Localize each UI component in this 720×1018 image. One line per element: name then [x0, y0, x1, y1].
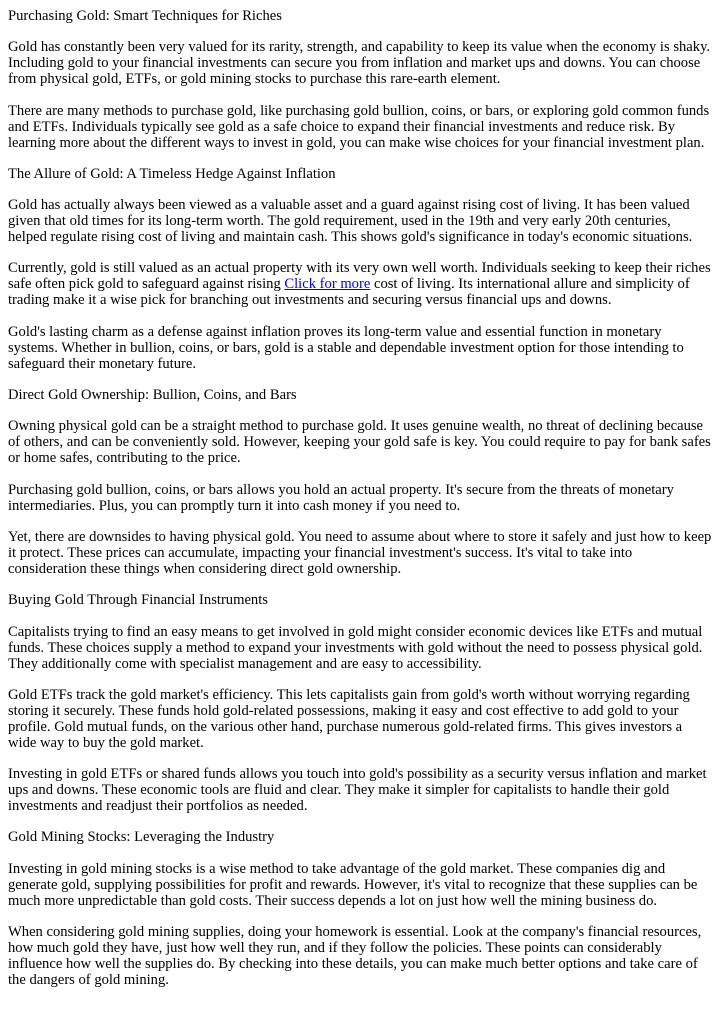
inflation-paragraph-1: Gold has actually always been viewed as a valuable asset and a guard against rising cost of living. It has been valued given that old times for its long-term worth. The gold requirement, used in the 19th and very early 20th centuries, helped regulate rising cost of living and maintain cash. This shows gold's significance in today's economic situations.: [8, 197, 693, 246]
ownership-paragraph-3: Yet, there are downsides to having physical gold. You need to assume about where to store it safely and just how to keep it protect. These prices can accumulate, impacting your financial investment's success. It's vital to take into consideration these things when considering direct gold ownership.: [8, 528, 712, 577]
inflation-paragraph-2-text-a: Currently, gold is still valued as an actual property with its very own well worth. Individuals seeking to keep their riches safe often pick gold to safeguard against rising: [8, 260, 711, 293]
instruments-paragraph-2: Gold ETFs track the gold market's efficiency. This lets capitalists gain from gold's worth without worrying regarding storing it securely. These funds hold gold-related possessions, making it easy and cost effective to add gold to your profile. Gold mutual funds, on the various other hand, purchase numerous gold-related firms. This gives investors a wide way to buy the gold market.: [8, 686, 690, 751]
mining-paragraph-1: Investing in gold mining stocks is a wise method to take advantage of the gold market. These companies dig and generate gold, supplying possibilities for profit and rewards. However, it's vital to recognize that these supplies can be much more unpredictable than gold costs. Their success depends a lot on just how well the mining business do.: [8, 860, 698, 909]
mining-paragraph-2: When considering gold mining supplies, doing your homework is essential. Look at the company's financial resources, how much gold they have, just how well they run, and if they follow the policies. These points can considerably influence how well the supplies do. By checking into these details, you can make much better options and take care of the dangers of gold mining.: [8, 924, 702, 989]
click-for-more-link[interactable]: Click for more: [284, 276, 371, 293]
inflation-paragraph-3: Gold's lasting charm as a defense against inflation proves its long-term value and essential function in monetary systems. Whether in bullion, coins, or bars, gold is a stable and dependable investment option for those intending to safeguard their monetary future.: [8, 323, 684, 372]
intro-paragraph-2: There are many methods to purchase gold, like purchasing gold bullion, coins, or bars, or exploring gold common funds and ETFs. Individuals typically see gold as a safe choice to expand their financial investments and reduce risk. By learning more about the different ways to invest in gold, you can make wise choices for your financial investment plan.: [8, 102, 710, 151]
intro-paragraph-1: Gold has constantly been very valued for its rarity, strength, and capability to keep its value when the economy is shaky. Including gold to your financial investments can secure you from inflation and market ups and downs. You can choose from physical gold, ETFs, or gold mining stocks to purchase this rare-earth element.: [8, 39, 711, 88]
section-heading-mining-stocks: Gold Mining Stocks: Leveraging the Industry: [8, 829, 275, 846]
section-heading-inflation-hedge: The Allure of Gold: A Timeless Hedge Against Inflation: [8, 165, 336, 182]
section-heading-financial-instruments: Buying Gold Through Financial Instruments: [8, 592, 268, 609]
instruments-paragraph-1: Capitalists trying to find an easy means to get involved in gold might consider economic devices like ETFs and mutual funds. These choices supply a method to expand your investments with gold without the need to possess physical gold. They additionally come with specialist management and are easy to accessibility.: [8, 623, 703, 672]
inflation-paragraph-2-text-b: cost of living. Its international allure and simplicity of trading make it a wise pick for branching out investments and securing versus financial ups and downs.: [8, 276, 690, 309]
instruments-paragraph-3: Investing in gold ETFs or shared funds allows you touch into gold's possibility as a security versus inflation and market ups and downs. These economic tools are fluid and clear. They make it simpler for capitalists to handle their gold investments and readjust their portfolios as needed.: [8, 766, 707, 815]
ownership-paragraph-1: Owning physical gold can be a straight method to purchase gold. It uses genuine wealth, no threat of declining because of others, and can be conveniently sold. However, keeping your gold safe is key. You could require to pay for bank safes or home safes, contributing to the price.: [8, 418, 711, 467]
ownership-paragraph-2: Purchasing gold bullion, coins, or bars allows you hold an actual property. It's secure from the threats of monetary intermediaries. Plus, you can promptly turn it into cash money if you need to.: [8, 481, 674, 514]
page-title: Purchasing Gold: Smart Techniques for Riches: [8, 8, 282, 24]
inflation-paragraph-2: [8, 260, 712, 308]
section-heading-direct-ownership: Direct Gold Ownership: Bullion, Coins, and Bars: [8, 387, 297, 404]
